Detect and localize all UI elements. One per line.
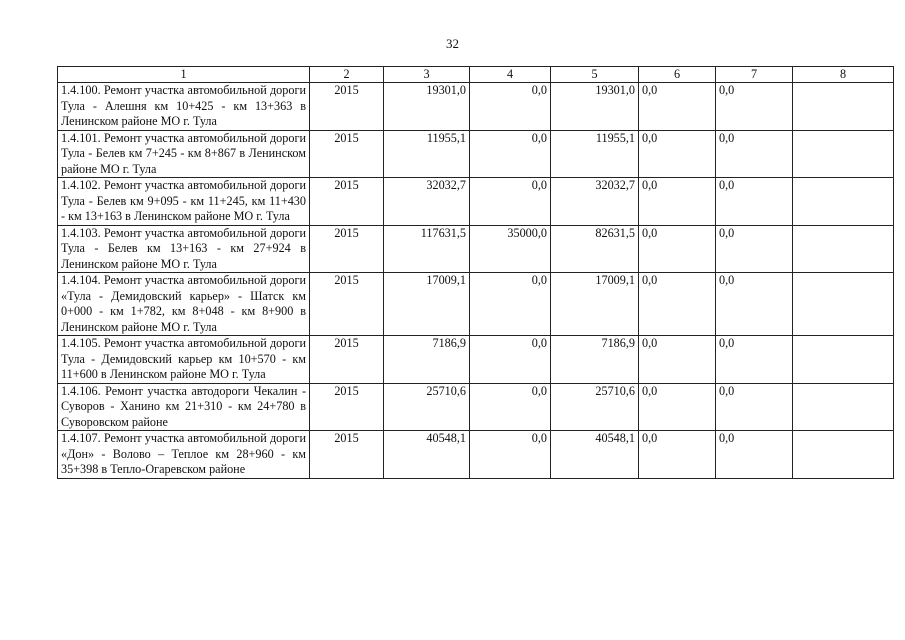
row-year: 2015 xyxy=(310,336,384,384)
row-value-col4: 0,0 xyxy=(470,336,551,384)
row-value-col6: 0,0 xyxy=(639,383,716,431)
column-header: 7 xyxy=(716,67,793,83)
row-value-col8 xyxy=(793,130,894,178)
row-value-col7: 0,0 xyxy=(716,383,793,431)
row-value-col8 xyxy=(793,83,894,131)
column-header: 2 xyxy=(310,67,384,83)
row-value-col4: 0,0 xyxy=(470,273,551,336)
row-value-col5: 40548,1 xyxy=(551,431,639,479)
row-value-col6: 0,0 xyxy=(639,83,716,131)
table-row xyxy=(58,83,894,131)
row-description: 1.4.105. Ремонт участка автомобильной дороги Тула - Демидовский карьер км 10+570 - км 11+600 в Ленинском районе МО г. Тула xyxy=(58,336,310,384)
row-year: 2015 xyxy=(310,83,384,131)
row-value-col8 xyxy=(793,178,894,226)
table-row xyxy=(58,383,894,431)
row-value-col4: 0,0 xyxy=(470,130,551,178)
row-year: 2015 xyxy=(310,178,384,226)
row-description: 1.4.104. Ремонт участка автомобильной дороги «Тула - Демидовский карьер» - Шатск км 0+000 - км 1+782, км 8+048 - км 8+900 в Ленинском районе МО г. Тула xyxy=(58,273,310,336)
row-description: 1.4.101. Ремонт участка автомобильной дороги Тула - Белев км 7+245 - км 8+867 в Ленинском районе МО г. Тула xyxy=(58,130,310,178)
row-value-col8 xyxy=(793,336,894,384)
row-value-col8 xyxy=(793,431,894,479)
row-value-col5: 32032,7 xyxy=(551,178,639,226)
row-value-col4: 0,0 xyxy=(470,383,551,431)
row-value-col3: 11955,1 xyxy=(384,130,470,178)
row-value-col8 xyxy=(793,383,894,431)
column-header: 8 xyxy=(793,67,894,83)
row-value-col3: 17009,1 xyxy=(384,273,470,336)
row-value-col3: 117631,5 xyxy=(384,225,470,273)
row-year: 2015 xyxy=(310,383,384,431)
row-value-col5: 19301,0 xyxy=(551,83,639,131)
row-year: 2015 xyxy=(310,273,384,336)
row-description: 1.4.103. Ремонт участка автомобильной дороги Тула - Белев км 13+163 - км 27+924 в Ленинском районе МО г. Тула xyxy=(58,225,310,273)
row-value-col3: 7186,9 xyxy=(384,336,470,384)
row-value-col4: 0,0 xyxy=(470,83,551,131)
row-value-col5: 7186,9 xyxy=(551,336,639,384)
row-value-col7: 0,0 xyxy=(716,273,793,336)
row-value-col8 xyxy=(793,273,894,336)
table-row xyxy=(58,178,894,226)
table-row xyxy=(58,273,894,336)
row-value-col7: 0,0 xyxy=(716,431,793,479)
row-value-col7: 0,0 xyxy=(716,336,793,384)
row-value-col7: 0,0 xyxy=(716,178,793,226)
row-value-col3: 32032,7 xyxy=(384,178,470,226)
row-value-col3: 19301,0 xyxy=(384,83,470,131)
header-row xyxy=(58,67,894,83)
row-description: 1.4.100. Ремонт участка автомобильной дороги Тула - Алешня км 10+425 - км 13+363 в Ленинском районе МО г. Тула xyxy=(58,83,310,131)
row-value-col4: 0,0 xyxy=(470,431,551,479)
row-value-col7: 0,0 xyxy=(716,130,793,178)
row-value-col5: 17009,1 xyxy=(551,273,639,336)
column-header: 3 xyxy=(384,67,470,83)
row-value-col5: 82631,5 xyxy=(551,225,639,273)
column-header: 4 xyxy=(470,67,551,83)
row-year: 2015 xyxy=(310,225,384,273)
row-value-col6: 0,0 xyxy=(639,273,716,336)
budget-table xyxy=(57,66,894,479)
row-value-col4: 0,0 xyxy=(470,178,551,226)
row-value-col6: 0,0 xyxy=(639,336,716,384)
row-description: 1.4.107. Ремонт участка автомобильной дороги «Дон» - Волово – Теплое км 28+960 - км 35+398 в Тепло-Огаревском районе xyxy=(58,431,310,479)
row-value-col7: 0,0 xyxy=(716,225,793,273)
table-row xyxy=(58,336,894,384)
column-header: 1 xyxy=(58,67,310,83)
table-body xyxy=(58,83,894,479)
table-row xyxy=(58,431,894,479)
row-value-col6: 0,0 xyxy=(639,431,716,479)
row-description: 1.4.102. Ремонт участка автомобильной дороги Тула - Белев км 9+095 - км 11+245, км 11+430 - км 13+163 в Ленинском районе МО г. Тула xyxy=(58,178,310,226)
column-header: 6 xyxy=(639,67,716,83)
row-value-col6: 0,0 xyxy=(639,178,716,226)
row-value-col3: 40548,1 xyxy=(384,431,470,479)
row-value-col6: 0,0 xyxy=(639,130,716,178)
table-row xyxy=(58,130,894,178)
row-value-col5: 11955,1 xyxy=(551,130,639,178)
row-value-col4: 35000,0 xyxy=(470,225,551,273)
row-year: 2015 xyxy=(310,431,384,479)
row-value-col8 xyxy=(793,225,894,273)
table-row xyxy=(58,225,894,273)
row-value-col5: 25710,6 xyxy=(551,383,639,431)
page-number: 32 xyxy=(446,36,459,51)
column-header: 5 xyxy=(551,67,639,83)
row-year: 2015 xyxy=(310,130,384,178)
row-value-col7: 0,0 xyxy=(716,83,793,131)
row-description: 1.4.106. Ремонт участка автодороги Чекалин - Суворов - Ханино км 21+310 - км 24+780 в Суворовском районе xyxy=(58,383,310,431)
row-value-col3: 25710,6 xyxy=(384,383,470,431)
row-value-col6: 0,0 xyxy=(639,225,716,273)
